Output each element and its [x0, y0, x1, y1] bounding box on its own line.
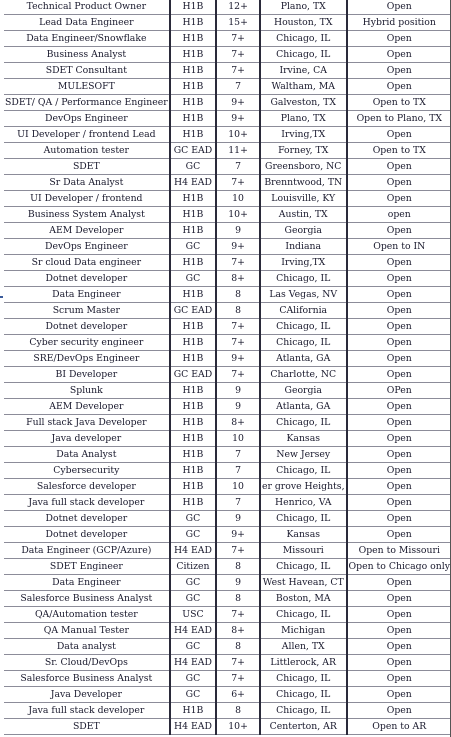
location-cell: Las Vegas, NV — [260, 287, 347, 303]
availability-cell: Open — [386, 449, 412, 460]
experience-cell: 9+ — [216, 111, 260, 127]
experience-cell: 10 — [216, 191, 260, 207]
visa-status-cell: GC — [170, 271, 217, 287]
experience-cell: 7+ — [216, 319, 260, 335]
experience-cell: 7+ — [216, 655, 260, 671]
availability-cell: Open — [386, 465, 412, 476]
location-cell: Irving,TX — [260, 127, 347, 143]
location-cell: Michigan — [260, 623, 347, 639]
job-title-cell: Java Developer — [4, 687, 170, 703]
experience-cell: 9 — [216, 223, 260, 239]
availability-cell: Open — [386, 225, 412, 236]
location-cell: Greensboro, NC — [260, 159, 347, 175]
job-title-cell: Cybersecurity — [4, 463, 170, 479]
location-cell: Irvine, CA — [260, 63, 347, 79]
visa-status-cell: H1B — [170, 495, 217, 511]
job-title-cell: Java developer — [4, 431, 170, 447]
experience-cell: 8 — [216, 703, 260, 719]
table-row — [4, 15, 451, 31]
location-cell: Chicago, IL — [260, 671, 347, 687]
job-title-cell: SDET — [4, 719, 170, 735]
location-cell: Boston, MA — [260, 591, 347, 607]
table-row — [4, 687, 451, 703]
visa-status-cell: H4 EAD — [170, 655, 217, 671]
visa-status-cell: H1B — [170, 415, 217, 431]
table-row — [4, 671, 451, 687]
visa-status-cell: H1B — [170, 79, 217, 95]
job-title-cell: QA Manual Tester — [4, 623, 170, 639]
table-row — [4, 591, 451, 607]
table-row — [4, 255, 451, 271]
visa-status-cell: H1B — [170, 703, 217, 719]
availability-cell: Open — [347, 0, 451, 15]
visa-status-cell: H1B — [170, 47, 217, 63]
job-openings-body — [4, 0, 451, 735]
availability-cell: Open — [386, 417, 412, 428]
location-cell: Allen, TX — [260, 639, 347, 655]
location-cell: Chicago, IL — [260, 319, 347, 335]
availability-cell: Open — [386, 497, 412, 508]
visa-status-cell: GC — [170, 239, 217, 255]
availability-cell: Open — [386, 33, 412, 44]
job-title-cell: Dotnet developer — [4, 319, 170, 335]
location-cell: Plano, TX — [260, 0, 347, 15]
table-row — [4, 367, 451, 383]
experience-cell: 9+ — [216, 351, 260, 367]
table-row — [4, 575, 451, 591]
table-row — [4, 559, 451, 575]
location-cell: Georgia — [260, 383, 347, 399]
location-cell: Houston, TX — [260, 15, 347, 31]
availability-cell: Open to AR — [372, 721, 427, 732]
availability-cell: Open — [386, 657, 412, 668]
table-row — [4, 207, 451, 223]
visa-status-cell: H1B — [170, 111, 217, 127]
experience-cell: 7 — [216, 463, 260, 479]
job-title-cell: Cyber security engineer — [4, 335, 170, 351]
job-title-cell: Data analyst — [4, 639, 170, 655]
job-title-cell: Data Engineer/Snowflake — [4, 31, 170, 47]
job-title-cell: Splunk — [4, 383, 170, 399]
visa-status-cell: USC — [170, 607, 217, 623]
availability-cell: Open to IN — [373, 241, 426, 252]
job-title-cell: MULESOFT — [4, 79, 170, 95]
location-cell: Chicago, IL — [260, 559, 347, 575]
table-row — [4, 719, 451, 735]
availability-cell: Open — [386, 257, 412, 268]
availability-cell: Open — [386, 161, 412, 172]
job-title-cell: Technical Product Owner — [4, 0, 170, 15]
location-cell: Atlanta, GA — [260, 351, 347, 367]
location-cell: Chicago, IL — [260, 463, 347, 479]
visa-status-cell: GC EAD — [170, 303, 217, 319]
job-title-cell: Sr. Cloud/DevOps — [4, 655, 170, 671]
experience-cell: 9 — [216, 575, 260, 591]
location-cell: Centerton, AR — [260, 719, 347, 735]
experience-cell: 8+ — [216, 415, 260, 431]
visa-status-cell: H1B — [170, 207, 217, 223]
experience-cell: 7 — [216, 159, 260, 175]
table-row — [4, 447, 451, 463]
location-cell: Chicago, IL — [260, 511, 347, 527]
visa-status-cell: GC — [170, 639, 217, 655]
table-row — [4, 415, 451, 431]
experience-cell: 9 — [216, 399, 260, 415]
availability-cell: Open — [386, 369, 412, 380]
job-title-cell: BI Developer — [4, 367, 170, 383]
job-title-cell: Dotnet developer — [4, 511, 170, 527]
table-row — [4, 319, 451, 335]
job-title-cell: SRE/DevOps Engineer — [4, 351, 170, 367]
visa-status-cell: H1B — [170, 463, 217, 479]
availability-cell: Open — [386, 193, 412, 204]
availability-cell: Open — [386, 65, 412, 76]
table-row — [4, 143, 451, 159]
location-cell: West Havean, CT — [260, 575, 347, 591]
availability-cell: Open to Plano, TX — [356, 113, 442, 124]
job-title-cell: Sr cloud Data engineer — [4, 255, 170, 271]
job-title-cell: Business Analyst — [4, 47, 170, 63]
experience-cell: 8+ — [216, 623, 260, 639]
location-cell: Henrico, VA — [260, 495, 347, 511]
location-cell: Chicago, IL — [260, 415, 347, 431]
experience-cell: 15+ — [216, 15, 260, 31]
availability-cell: Open — [386, 81, 412, 92]
visa-status-cell: H1B — [170, 335, 217, 351]
availability-cell: open — [387, 209, 411, 220]
table-row — [4, 463, 451, 479]
table-row — [4, 511, 451, 527]
experience-cell: 8 — [216, 287, 260, 303]
visa-status-cell: H1B — [170, 431, 217, 447]
visa-status-cell: H1B — [170, 191, 217, 207]
visa-status-cell: H1B — [170, 255, 217, 271]
visa-status-cell: H1B — [170, 319, 217, 335]
experience-cell: 7+ — [216, 607, 260, 623]
visa-status-cell: H1B — [170, 383, 217, 399]
availability-cell: Open — [386, 625, 412, 636]
visa-status-cell: H1B — [170, 223, 217, 239]
table-row — [4, 703, 451, 719]
visa-status-cell: GC EAD — [170, 367, 217, 383]
table-row — [4, 495, 451, 511]
job-title-cell: Dotnet developer — [4, 527, 170, 543]
job-title-cell: SDET Consultant — [4, 63, 170, 79]
availability-cell: Open — [386, 593, 412, 604]
job-title-cell: DevOps Engineer — [4, 239, 170, 255]
experience-cell: 9 — [216, 511, 260, 527]
location-cell: Chicago, IL — [260, 47, 347, 63]
location-cell: Chicago, IL — [260, 31, 347, 47]
visa-status-cell: GC EAD — [170, 143, 217, 159]
availability-cell: Open to Missouri — [358, 545, 440, 556]
job-title-cell: Data Engineer (GCP/Azure) — [4, 543, 170, 559]
experience-cell: 10 — [216, 479, 260, 495]
table-row — [4, 95, 451, 111]
experience-cell: 7+ — [216, 335, 260, 351]
availability-cell: Open — [386, 353, 412, 364]
location-cell: Irving,TX — [260, 255, 347, 271]
location-cell: Brenntwood, TN — [260, 175, 347, 191]
experience-cell: 7+ — [216, 543, 260, 559]
visa-status-cell: GC — [170, 575, 217, 591]
experience-cell: 7+ — [216, 175, 260, 191]
location-cell: CAlifornia — [260, 303, 347, 319]
location-cell: Chicago, IL — [260, 607, 347, 623]
table-row — [4, 111, 451, 127]
availability-cell: Open — [386, 513, 412, 524]
table-row — [4, 127, 451, 143]
table-row — [4, 223, 451, 239]
experience-cell: 7+ — [216, 47, 260, 63]
experience-cell: 9 — [216, 383, 260, 399]
availability-cell: Open — [386, 609, 412, 620]
job-openings-table — [4, 0, 451, 735]
location-cell: Louisville, KY — [260, 191, 347, 207]
visa-status-cell: H1B — [170, 399, 217, 415]
availability-cell: Open — [386, 129, 412, 140]
experience-cell: 9+ — [216, 239, 260, 255]
table-row — [4, 47, 451, 63]
availability-cell: Open — [386, 273, 412, 284]
visa-status-cell: GC — [170, 671, 217, 687]
experience-cell: 8+ — [216, 271, 260, 287]
experience-cell: 10+ — [216, 127, 260, 143]
experience-cell: 7+ — [216, 31, 260, 47]
job-title-cell: Scrum Master — [4, 303, 170, 319]
location-cell: er grove Heights, — [260, 479, 347, 495]
availability-cell: Open — [386, 529, 412, 540]
location-cell: Atlanta, GA — [260, 399, 347, 415]
visa-status-cell: H1B — [170, 287, 217, 303]
experience-cell: 7+ — [216, 671, 260, 687]
experience-cell: 8 — [216, 559, 260, 575]
table-row — [4, 0, 451, 15]
visa-status-cell: H1B — [170, 31, 217, 47]
table-row — [4, 383, 451, 399]
experience-cell: 8 — [216, 639, 260, 655]
experience-cell: 7+ — [216, 255, 260, 271]
job-title-cell: Salesforce developer — [4, 479, 170, 495]
visa-status-cell: H1B — [170, 351, 217, 367]
availability-cell: Open — [386, 305, 412, 316]
availability-cell: Open — [386, 49, 412, 60]
table-row — [4, 335, 451, 351]
visa-status-cell: GC — [170, 687, 217, 703]
availability-cell: Open to TX — [372, 97, 426, 108]
availability-cell: Open — [386, 481, 412, 492]
experience-cell: 7 — [216, 495, 260, 511]
availability-cell: Open — [386, 433, 412, 444]
job-title-cell: Full stack Java Developer — [4, 415, 170, 431]
job-title-cell: Data Analyst — [4, 447, 170, 463]
visa-status-cell: H4 EAD — [170, 719, 217, 735]
job-title-cell: Sr Data Analyst — [4, 175, 170, 191]
job-title-cell: Salesforce Business Analyst — [4, 591, 170, 607]
experience-cell: 10 — [216, 431, 260, 447]
location-cell: Plano, TX — [260, 111, 347, 127]
job-title-cell: UI Developer / frontend Lead — [4, 127, 170, 143]
location-cell: Charlotte, NC — [260, 367, 347, 383]
location-cell: Waltham, MA — [260, 79, 347, 95]
location-cell: Forney, TX — [260, 143, 347, 159]
availability-cell: Open — [386, 321, 412, 332]
job-title-cell: Java full stack developer — [4, 703, 170, 719]
visa-status-cell: Citizen — [170, 559, 217, 575]
experience-cell: 12+ — [216, 0, 260, 15]
availability-cell: Open — [386, 689, 412, 700]
visa-status-cell: H1B — [170, 0, 217, 15]
table-row — [4, 351, 451, 367]
experience-cell: 7 — [216, 447, 260, 463]
visa-status-cell: H4 EAD — [170, 175, 217, 191]
location-cell: Chicago, IL — [260, 271, 347, 287]
table-row — [4, 63, 451, 79]
location-cell: Chicago, IL — [260, 335, 347, 351]
table-row — [4, 159, 451, 175]
experience-cell: 8 — [216, 303, 260, 319]
job-title-cell: DevOps Engineer — [4, 111, 170, 127]
location-cell: Littlerock, AR — [260, 655, 347, 671]
job-title-cell: SDET — [4, 159, 170, 175]
experience-cell: 9+ — [216, 527, 260, 543]
experience-cell: 10+ — [216, 719, 260, 735]
job-title-cell: Data Engineer — [4, 575, 170, 591]
experience-cell: 9+ — [216, 95, 260, 111]
job-title-cell: Lead Data Engineer — [4, 15, 170, 31]
availability-cell: Open — [386, 177, 412, 188]
left-edge-marker — [0, 296, 3, 298]
visa-status-cell: GC — [170, 527, 217, 543]
table-row — [4, 623, 451, 639]
job-title-cell: Data Engineer — [4, 287, 170, 303]
location-cell: Kansas — [260, 431, 347, 447]
location-cell: Chicago, IL — [260, 703, 347, 719]
availability-cell: Open to TX — [372, 145, 426, 156]
job-title-cell: Business System Analyst — [4, 207, 170, 223]
location-cell: Austin, TX — [260, 207, 347, 223]
table-row — [4, 239, 451, 255]
visa-status-cell: H1B — [170, 447, 217, 463]
availability-cell: Hybrid position — [362, 17, 436, 28]
job-title-cell: Automation tester — [4, 143, 170, 159]
visa-status-cell: H1B — [170, 95, 217, 111]
visa-status-cell: H1B — [170, 127, 217, 143]
table-row — [4, 431, 451, 447]
location-cell: Georgia — [260, 223, 347, 239]
visa-status-cell: GC — [170, 159, 217, 175]
visa-status-cell: GC — [170, 591, 217, 607]
visa-status-cell: H4 EAD — [170, 623, 217, 639]
location-cell: Chicago, IL — [260, 687, 347, 703]
location-cell: Missouri — [260, 543, 347, 559]
experience-cell: 10+ — [216, 207, 260, 223]
visa-status-cell: GC — [170, 511, 217, 527]
job-title-cell: SDET/ QA / Performance Engineer — [4, 95, 170, 111]
job-title-cell: Salesforce Business Analyst — [4, 671, 170, 687]
location-cell: New Jersey — [260, 447, 347, 463]
availability-cell: Open — [386, 289, 412, 300]
table-row — [4, 79, 451, 95]
experience-cell: 7 — [216, 79, 260, 95]
availability-cell: Open — [386, 337, 412, 348]
job-title-cell: AEM Developer — [4, 399, 170, 415]
table-row — [4, 271, 451, 287]
job-title-cell: Dotnet developer — [4, 271, 170, 287]
visa-status-cell: H1B — [170, 479, 217, 495]
job-title-cell: UI Developer / frontend — [4, 191, 170, 207]
table-row — [4, 655, 451, 671]
experience-cell: 7+ — [216, 63, 260, 79]
table-row — [4, 527, 451, 543]
availability-cell: OPen — [386, 385, 412, 396]
job-title-cell: QA/Automation tester — [4, 607, 170, 623]
experience-cell: 11+ — [216, 143, 260, 159]
table-row — [4, 607, 451, 623]
experience-cell: 7+ — [216, 367, 260, 383]
table-row — [4, 639, 451, 655]
location-cell: Kansas — [260, 527, 347, 543]
location-cell: Indiana — [260, 239, 347, 255]
job-title-cell: AEM Developer — [4, 223, 170, 239]
table-row — [4, 175, 451, 191]
visa-status-cell: H4 EAD — [170, 543, 217, 559]
visa-status-cell: H1B — [170, 63, 217, 79]
table-row — [4, 191, 451, 207]
table-row — [4, 303, 451, 319]
location-cell: Galveston, TX — [260, 95, 347, 111]
table-row — [4, 31, 451, 47]
availability-cell: Open — [386, 673, 412, 684]
job-title-cell: SDET Engineer — [4, 559, 170, 575]
availability-cell: Open to Chicago only — [348, 561, 450, 572]
table-row — [4, 543, 451, 559]
table-row — [4, 479, 451, 495]
availability-cell: Open — [386, 401, 412, 412]
experience-cell: 8 — [216, 591, 260, 607]
availability-cell: Open — [386, 705, 412, 716]
table-row — [4, 399, 451, 415]
visa-status-cell: H1B — [170, 15, 217, 31]
experience-cell: 6+ — [216, 687, 260, 703]
availability-cell: Open — [386, 577, 412, 588]
table-row — [4, 287, 451, 303]
job-title-cell: Java full stack developer — [4, 495, 170, 511]
availability-cell: Open — [386, 641, 412, 652]
